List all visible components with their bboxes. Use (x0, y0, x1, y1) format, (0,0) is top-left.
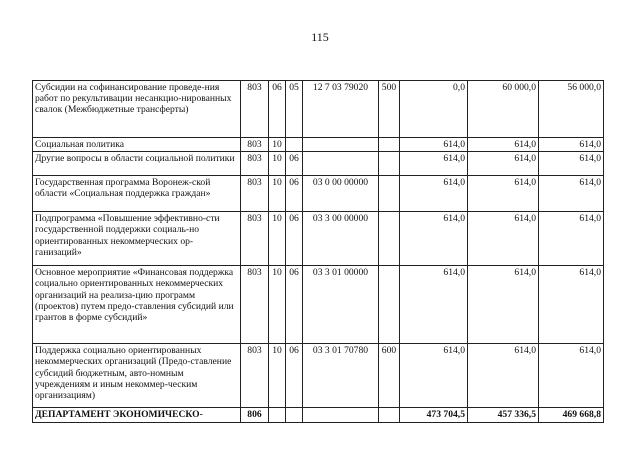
amount-year2-cell: 614,0 (468, 344, 539, 408)
table-row (33, 138, 604, 152)
expense-type-cell (379, 212, 400, 266)
name-cell: Социальная политика (33, 138, 241, 152)
expense-type-cell (379, 152, 400, 176)
table-row (33, 152, 604, 176)
amount-year3-cell: 614,0 (539, 266, 604, 344)
amount-year1-cell: 473 704,5 (400, 408, 468, 423)
expense-type-cell: 600 (379, 344, 400, 408)
ministry-code-cell: 806 (241, 408, 269, 423)
target-article-cell: 03 3 01 00000 (303, 266, 379, 344)
amount-year3-cell: 469 668,8 (539, 408, 604, 423)
amount-year1-cell: 614,0 (400, 266, 468, 344)
amount-year2-cell: 614,0 (468, 176, 539, 212)
name-cell: Основное мероприятие «Финансовая поддержка социально ориентированных некоммерческих организаций на реализа-цию программ (проектов) путем предо-ставления субсидий или грантов в форме субсидий» (33, 266, 241, 344)
target-article-cell: 03 0 00 00000 (303, 176, 379, 212)
name-cell: Другие вопросы в области социальной политики (33, 152, 241, 176)
expense-type-cell (379, 266, 400, 344)
name-cell: Подпрограмма «Повышение эффективно-сти государственной поддержки социаль-но ориентированных некоммерческих ор-ганизаций» (33, 212, 241, 266)
expense-type-cell (379, 138, 400, 152)
target-article-cell (303, 138, 379, 152)
amount-year1-cell: 614,0 (400, 344, 468, 408)
expense-type-cell: 500 (379, 81, 400, 138)
amount-year1-cell: 0,0 (400, 81, 468, 138)
target-article-cell (303, 408, 379, 423)
target-article-cell (303, 152, 379, 176)
table-row (33, 266, 604, 344)
amount-year3-cell: 614,0 (539, 152, 604, 176)
section-code-cell: 10 (269, 176, 286, 212)
target-article-cell: 03 3 00 00000 (303, 212, 379, 266)
name-cell: Государственная программа Воронеж-ской области «Социальная поддержка граждан» (33, 176, 241, 212)
ministry-code-cell: 803 (241, 152, 269, 176)
amount-year3-cell: 614,0 (539, 176, 604, 212)
subsection-code-cell: 05 (286, 81, 303, 138)
target-article-cell: 12 7 03 79020 (303, 81, 379, 138)
table-row (33, 176, 604, 212)
name-cell: ДЕПАРТАМЕНТ ЭКОНОМИЧЕСКО- (33, 408, 241, 423)
page-number: 115 (311, 30, 329, 44)
section-code-cell (269, 408, 286, 423)
table-row (33, 81, 604, 138)
amount-year2-cell: 614,0 (468, 138, 539, 152)
table-row (33, 408, 604, 423)
table-body (33, 81, 604, 423)
subsection-code-cell: 06 (286, 344, 303, 408)
subsection-code-cell: 06 (286, 266, 303, 344)
amount-year3-cell: 56 000,0 (539, 81, 604, 138)
amount-year2-cell: 60 000,0 (468, 81, 539, 138)
section-code-cell: 06 (269, 81, 286, 138)
section-code-cell: 10 (269, 212, 286, 266)
amount-year2-cell: 614,0 (468, 152, 539, 176)
ministry-code-cell: 803 (241, 176, 269, 212)
amount-year1-cell: 614,0 (400, 176, 468, 212)
subsection-code-cell: 06 (286, 212, 303, 266)
expense-type-cell (379, 176, 400, 212)
subsection-code-cell (286, 408, 303, 423)
ministry-code-cell: 803 (241, 344, 269, 408)
section-code-cell: 10 (269, 344, 286, 408)
table-row (33, 212, 604, 266)
amount-year2-cell: 614,0 (468, 266, 539, 344)
section-code-cell: 10 (269, 266, 286, 344)
ministry-code-cell: 803 (241, 81, 269, 138)
ministry-code-cell: 803 (241, 212, 269, 266)
amount-year3-cell: 614,0 (539, 138, 604, 152)
name-cell: Субсидии на софинансирование проведе-ния работ по рекультивации несанкцио-нированных свалок (Межбюджетные трансферты) (33, 81, 241, 138)
amount-year3-cell: 614,0 (539, 212, 604, 266)
subsection-code-cell: 06 (286, 176, 303, 212)
amount-year2-cell: 614,0 (468, 212, 539, 266)
budget-table (32, 80, 604, 423)
amount-year1-cell: 614,0 (400, 212, 468, 266)
target-article-cell: 03 3 01 70780 (303, 344, 379, 408)
section-code-cell: 10 (269, 152, 286, 176)
subsection-code-cell (286, 138, 303, 152)
table-row (33, 344, 604, 408)
ministry-code-cell: 803 (241, 266, 269, 344)
amount-year2-cell: 457 336,5 (468, 408, 539, 423)
expense-type-cell (379, 408, 400, 423)
amount-year1-cell: 614,0 (400, 152, 468, 176)
amount-year1-cell: 614,0 (400, 138, 468, 152)
name-cell: Поддержка социально ориентированных некоммерческих организаций (Предо-ставление субсидий бюджетным, авто-номным учреждениям и иным некоммер-ческим организациям) (33, 344, 241, 408)
amount-year3-cell: 614,0 (539, 344, 604, 408)
ministry-code-cell: 803 (241, 138, 269, 152)
subsection-code-cell: 06 (286, 152, 303, 176)
section-code-cell: 10 (269, 138, 286, 152)
